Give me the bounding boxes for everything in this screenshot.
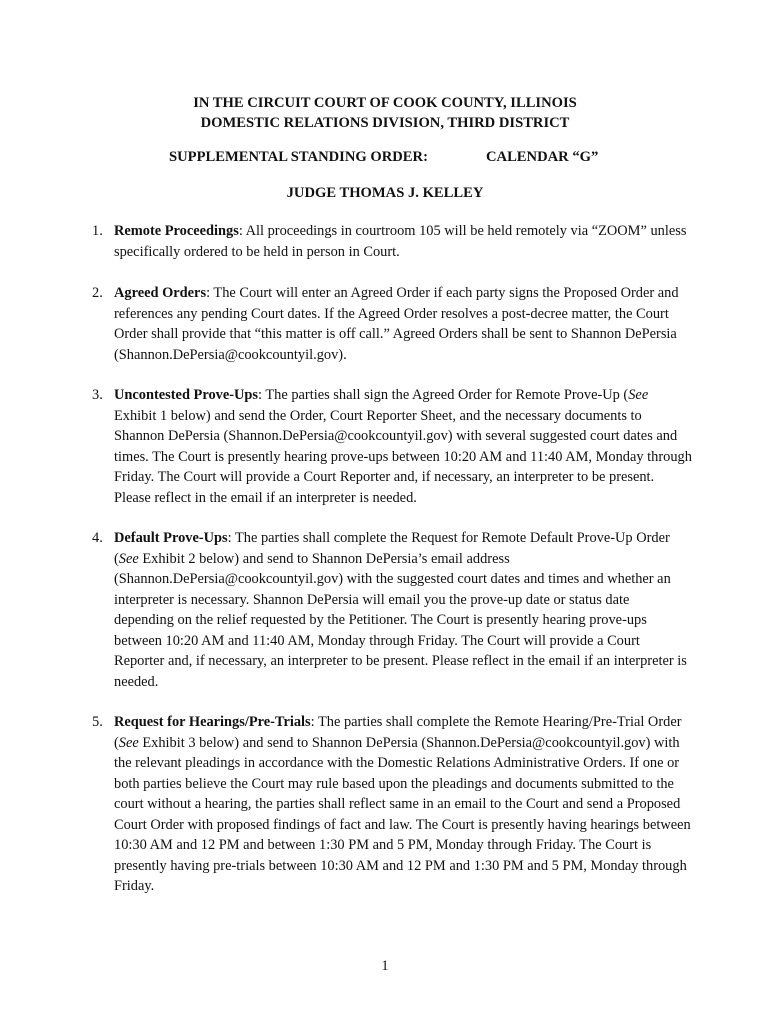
court-name-heading: IN THE CIRCUIT COURT OF COOK COUNTY, ILLINOIS (193, 95, 577, 111)
item-title: Default Prove-Ups (114, 530, 228, 546)
item-number: 1. (92, 223, 103, 239)
item-number: 3. (92, 387, 103, 403)
page-number: 1 (381, 958, 389, 974)
judge-name: JUDGE THOMAS J. KELLEY (286, 185, 484, 201)
item-text: : The parties shall sign the Agreed Order for Remote Prove-Up ( (258, 387, 629, 403)
see-reference: See (628, 387, 649, 403)
item-text: : The parties shall complete the Request for Remote Default Prove-Up Order ( (114, 530, 670, 567)
see-reference: See (118, 550, 139, 567)
list-item-remote-proceedings (92, 221, 692, 262)
see-reference: See (118, 734, 139, 751)
item-number: 2. (92, 285, 103, 301)
item-text: Exhibit 2 below) and send to Shannon DePersia’s email address (Shannon.DePersia@cookcountyil.gov) with the suggested court dates and times and whether an interpreter is necessary. Shannon DePersia will email you the prove-up date or status date depending on the relief requested by the Petitioner. The Court is presently hearing prove-ups between 10:20 AM and 11:40 AM, Monday through Friday. The Court will provide a Court Reporter and, if necessary, an interpreter to be present. Please reflect in the email if an interpreter is needed. (114, 550, 687, 690)
item-title: Request for Hearings/Pre-Trials (114, 714, 311, 730)
item-text: Exhibit 3 below) and send to Shannon DePersia (Shannon.DePersia@cookcountyil.gov) with the relevant pleadings in accordance with the Domestic Relations Administrative Orders. If one or both parties believe the Court may rule based upon the pleadings and documents submitted to the court without a hearing, the parties shall reflect same in an email to the Court and send a Proposed Court Order with proposed findings of fact and law. The Court is presently having hearings between 10:30 AM and 12 PM and between 1:30 PM and 5 PM, Monday through Friday. The Court is presently having pre-trials between 10:30 AM and 12 PM and 1:30 PM and 5 PM, Monday through Friday. (114, 734, 691, 894)
order-title: SUPPLEMENTAL STANDING ORDER: (169, 149, 428, 165)
calendar-label: CALENDAR “G” (486, 149, 599, 165)
list-item-default-prove-ups (92, 528, 692, 692)
item-number: 5. (92, 714, 103, 730)
item-title: Remote Proceedings (114, 223, 239, 239)
item-title: Agreed Orders (114, 285, 207, 301)
item-text: : The parties shall complete the Remote Hearing/Pre-Trial Order ( (114, 714, 682, 751)
item-title: Uncontested Prove-Ups (114, 387, 259, 403)
division-heading: DOMESTIC RELATIONS DIVISION, THIRD DISTRICT (200, 115, 570, 131)
item-text: : All proceedings in courtroom 105 will be held remotely via “ZOOM” unless specifically ordered to be held in person in Court. (114, 223, 687, 260)
item-text: : The Court will enter an Agreed Order if each party signs the Proposed Order and references any pending Court dates. If the Agreed Order resolves a post-decree matter, the Court Order shall provide that “this matter is off call.” Agreed Orders shall be sent to Shannon DePersia (Shannon.DePersia@cookcountyil.gov). (114, 285, 679, 363)
list-item-uncontested-prove-ups (92, 385, 692, 508)
item-number: 4. (92, 530, 103, 546)
list-item-hearings-pre-trials (92, 712, 692, 897)
item-text: Exhibit 1 below) and send the Order, Court Reporter Sheet, and the necessary documents to Shannon DePersia (Shannon.DePersia@cookcountyil.gov) with several suggested court dates and times. The Court is presently hearing prove-ups between 10:20 AM and 11:40 AM, Monday through Friday. The Court will provide a Court Reporter and, if necessary, an interpreter to be present. Please reflect in the email if an interpreter is needed. (114, 407, 692, 506)
list-item-agreed-orders (92, 283, 692, 365)
